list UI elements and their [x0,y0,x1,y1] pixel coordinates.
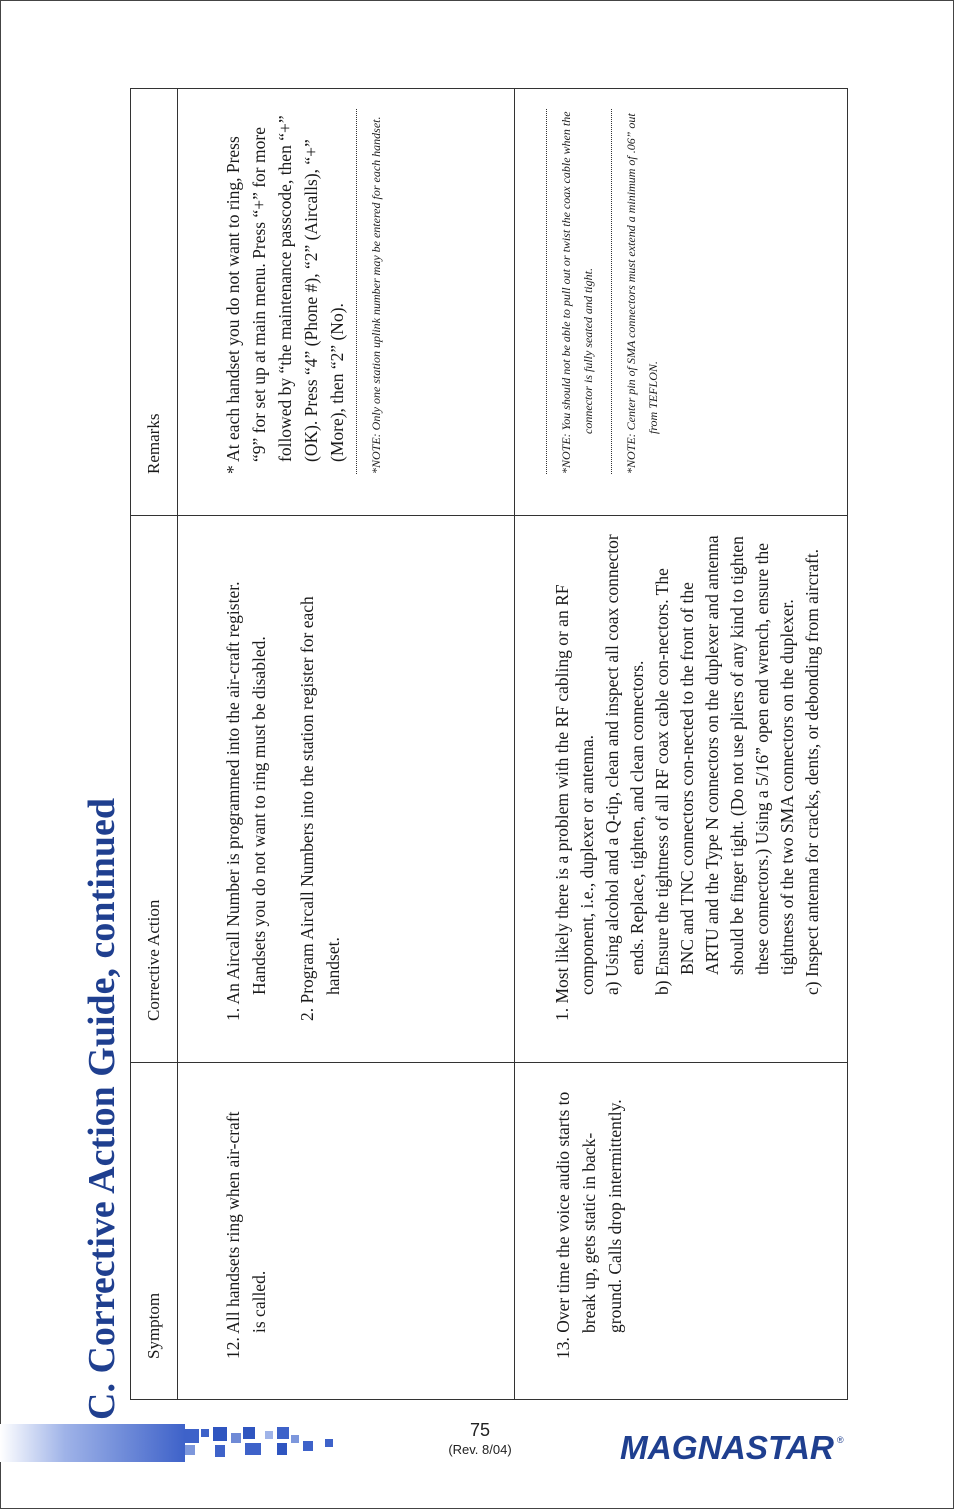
action-item: 1. An Aircall Number is programmed into the air-craft register. Handsets you do not want to ring must be disabled. [223,581,269,1021]
magnastar-logo [618,1425,848,1467]
table-top-rule [130,89,131,1399]
revision-label: (Rev. 8/04) [448,1442,512,1457]
header-remarks: Remarks [144,413,163,474]
col-divider-2 [130,515,848,516]
rotated-page [80,80,860,1420]
logo-text: MAGNASTAR [620,1429,835,1466]
row12-symptom [220,1099,272,1359]
col-divider-1 [130,1062,848,1063]
header-rule [177,89,178,1399]
row12-actions [220,541,346,1021]
action-item: 1. Most likely there is a problem with the RF cabling or an RF component, i.e., duplexer or antenna. [552,584,597,1021]
corrective-action-table [130,88,848,1400]
table-bottom-rule [847,89,848,1399]
sub-action-item: c) Inspect antenna for cracks, dents, or debonding from aircraft. [802,548,822,995]
symptom-text: 12. All handsets ring when air-craft is called. [223,1111,269,1359]
dotted-separator [546,109,547,474]
note-text: *NOTE: Center pin of SMA connectors must extend a minimum of .06” out from TEFLON. [624,113,660,474]
header-corrective-action: Corrective Action [144,899,163,1021]
registered-mark: ® [837,1435,844,1445]
note-text: *NOTE: You should not be able to pull out or twist the coax cable when the connector is fully seated and tight. [559,111,595,474]
dotted-separator [611,109,612,474]
row-divider [514,89,515,1399]
row12-remarks [220,109,387,474]
remark-text: * At each handset you do not want to ring, Press “9” for set up at main menu. Press “+” for more followed by “the maintenance passcode, then “+” (OK). Press “4” (Phone #), “2” (Aircalls), “+” (More), then “2” (No). [223,115,347,474]
pixel-squares-decoration [185,1425,355,1461]
footer-gradient-bar [0,1424,185,1462]
page-number: 75 [469,1420,491,1440]
note-text: *NOTE: Only one station uplink number may be entered for each handset. [369,116,383,474]
action-item: 2. Program Aircall Numbers into the station register for each handset. [297,596,343,1021]
symptom-text: 13. Over time the voice audio starts to break up, gets static in back-ground. Calls drop intermittently. [553,1091,625,1359]
sub-action-item: b) Ensure the tightness of all RF coax cable con-nectors. The BNC and TNC connectors con-nected to the front of the ARTU and the Type N connectors on the duplexer and antenna should be finger tight. (Do not use pliers of any kind to tighten these connectors.) Using a 5/16” open end wrench, ensure the tightness of the two SMA connectors on the duplexer. [652,535,797,995]
header-symptom: Symptom [144,1292,163,1359]
dotted-separator [356,109,357,474]
row13-actions [550,533,825,1021]
row13-remarks [540,109,664,474]
sub-action-item: a) Using alcohol and a Q-tip, clean and inspect all coax connector ends. Replace, tighten, and clean connectors. [602,534,647,995]
row13-symptom [550,1089,628,1359]
page-title: C. Corrective Action Guide, continued [81,797,123,1420]
